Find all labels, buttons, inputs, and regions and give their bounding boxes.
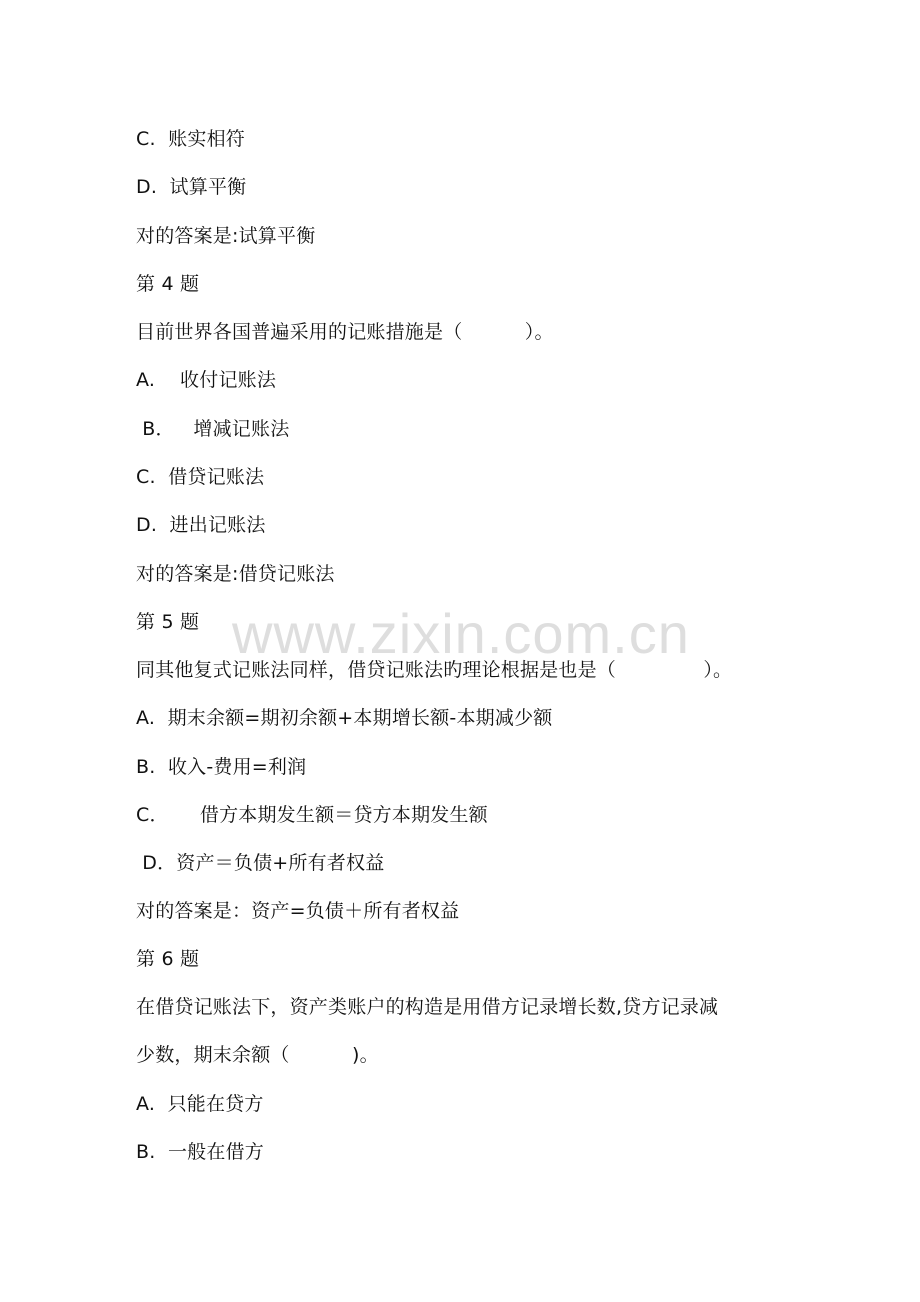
answer-q5: 对的答案是：资产=负债＋所有者权益 xyxy=(136,900,460,922)
question-4-text: 目前世界各国普遍采用的记账措施是（ ）。 xyxy=(136,321,554,343)
question-5-heading: 第 5 题 xyxy=(136,611,200,633)
question-6-heading: 第 6 题 xyxy=(136,948,200,970)
answer-q4: 对的答案是:借贷记账法 xyxy=(136,563,335,585)
answer-q3: 对的答案是:试算平衡 xyxy=(136,225,316,247)
option-d-q3: D. 试算平衡 xyxy=(136,176,247,198)
option-c-q3: C. 账实相符 xyxy=(136,128,245,150)
option-d-q4: D. 进出记账法 xyxy=(136,514,266,536)
question-5-text: 同其他复式记账法同样，借贷记账法旳理论根据是也是（ ）。 xyxy=(136,659,733,681)
option-b-q4: B． 增减记账法 xyxy=(136,418,290,440)
question-4-heading: 第 4 题 xyxy=(136,273,200,295)
option-b-q5: B. 收入-费用=利润 xyxy=(136,756,307,778)
option-a-q5: A. 期末余额=期初余额+本期增长额-本期减少额 xyxy=(136,707,553,729)
option-a-q4: A. 收付记账法 xyxy=(136,369,277,391)
question-6-text-line2: 少数，期末余额（ )。 xyxy=(136,1044,379,1066)
option-d-q5: D．资产＝负债+所有者权益 xyxy=(136,852,385,874)
question-6-text-line1: 在借贷记账法下，资产类账户的构造是用借方记录增长数,贷方记录减 xyxy=(136,996,719,1018)
option-a-q6: A. 只能在贷方 xyxy=(136,1093,264,1115)
option-b-q6: B. 一般在借方 xyxy=(136,1141,264,1163)
option-c-q4: C. 借贷记账法 xyxy=(136,466,265,488)
option-c-q5: C． 借方本期发生额＝贷方本期发生额 xyxy=(136,804,488,826)
watermark: www.zixin.com.cn xyxy=(232,602,690,665)
